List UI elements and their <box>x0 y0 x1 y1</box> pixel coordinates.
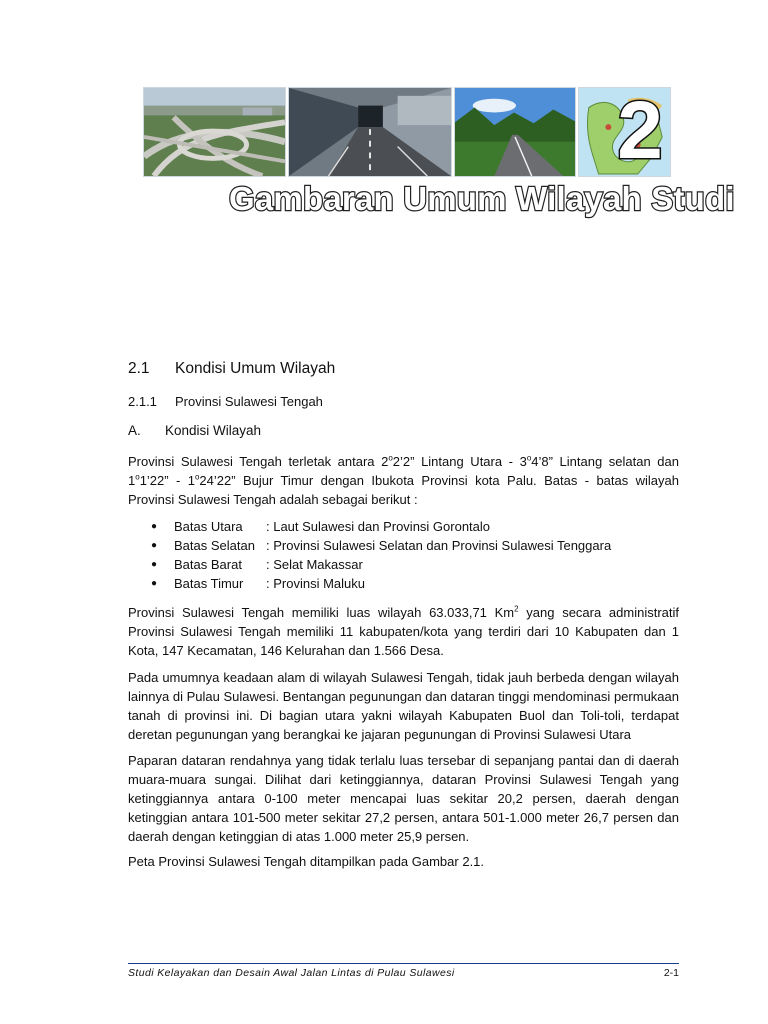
intro-text-4: 1’22” - 1 <box>139 473 195 488</box>
interchange-photo <box>143 87 286 177</box>
boundary-value: : Provinsi Maluku <box>266 576 365 591</box>
degree-sup: o <box>135 472 140 482</box>
degree-sup: o <box>526 453 532 463</box>
intro-text-1: Provinsi Sulawesi Tengah terletak antara 2 <box>128 454 389 469</box>
bullet-icon: ● <box>151 578 158 589</box>
page-number: 2-1 <box>663 967 679 979</box>
boundary-label: Batas Utara <box>174 519 243 534</box>
subsection-heading <box>128 394 323 409</box>
chapter-title: Gambaran Umum Wilayah Studi <box>229 180 735 217</box>
chapter-number: 2 <box>617 85 663 176</box>
map-reference-paragraph: Peta Provinsi Sulawesi Tengah ditampilkan pada Gambar 2.1. <box>128 854 485 869</box>
item-title: Kondisi Wilayah <box>165 423 262 438</box>
area-paragraph <box>128 603 679 660</box>
rural-road-photo <box>454 87 576 177</box>
intro-text-5: 24’22” Bujur Timur dengan Ibukota Provinsi kota Palu. Batas - batas wilayah Provinsi Sulawesi Tengah adalah sebagai berikut : <box>128 473 680 507</box>
squared-sup: 2 <box>514 604 519 614</box>
intro-text-2: 2’2” Lintang Utara - 3 <box>392 454 527 469</box>
lowland-paragraph: Paparan dataran rendahnya yang tidak terlalu luas tersebar di sepanjang pantai dan di daerah muara-muara sungai. Dilihat dari ketinggiannya, dataran Provinsi Sulawesi Tengah yang ketinggiannya antara 0-100 meter mencapai luas sekitar 20,2 persen, daerah dengan ketinggian antara 101-500 meter sekitar 27,2 persen, antara 501-1.000 meter 26,7 persen dan daerah dengan ketinggian di atas 1.000 meter 25,9 persen. <box>128 753 679 844</box>
section-heading <box>128 360 335 378</box>
section-title: Kondisi Umum Wilayah <box>175 360 336 377</box>
boundary-value: : Selat Makassar <box>266 557 363 572</box>
footer-title: Studi Kelayakan dan Desain Awal Jalan Lintas di Pulau Sulawesi <box>128 967 455 979</box>
chapter-banner <box>143 87 671 177</box>
bullet-icon: ● <box>151 559 158 570</box>
footer-divider <box>128 963 679 964</box>
area-text-2: yang secara administratif Provinsi Sulawesi Tengah memiliki 11 kabupaten/kota yang terdiri dari 10 Kabupaten dan 1 Kota, 147 Kecamatan, 146 Kelurahan dan 1.566 Desa. <box>128 605 680 658</box>
degree-sup: o <box>388 453 393 463</box>
section-number: 2.1 <box>128 360 150 377</box>
tunnel-road-photo <box>288 87 452 177</box>
area-text-1: Provinsi Sulawesi Tengah memiliki luas wilayah 63.033,71 Km <box>128 605 515 620</box>
item-heading <box>128 423 261 438</box>
boundary-value: : Laut Sulawesi dan Provinsi Gorontalo <box>266 519 491 534</box>
boundary-label: Batas Timur <box>174 576 244 591</box>
boundary-label: Batas Selatan <box>174 538 255 553</box>
item-letter: A. <box>128 423 141 438</box>
degree-sup: o <box>194 472 200 482</box>
boundary-label: Batas Barat <box>174 557 242 572</box>
bullet-icon: ● <box>151 540 158 551</box>
nature-paragraph: Pada umumnya keadaan alam di wilayah Sulawesi Tengah, tidak jauh berbeda dengan wilayah lainnya di Pulau Sulawesi. Bentangan pegunungan dan dataran tinggi mendominasi permukaan tanah di provinsi ini. Di bagian utara yakni wilayah Kabupaten Buol dan Toli-toli, terdapat deretan pegunungan yang berangkai ke jajaran pegunungan di Provinsi Sulawesi Utara <box>128 670 679 742</box>
intro-paragraph <box>128 452 679 509</box>
intro-text-3: 4’8” Lintang selatan dan 1 <box>128 454 679 488</box>
subsection-number: 2.1.1 <box>128 394 157 409</box>
bullet-icon: ● <box>151 521 158 532</box>
boundary-value: : Provinsi Sulawesi Selatan dan Provinsi Sulawesi Tenggara <box>266 538 612 553</box>
subsection-title: Provinsi Sulawesi Tengah <box>175 394 323 409</box>
